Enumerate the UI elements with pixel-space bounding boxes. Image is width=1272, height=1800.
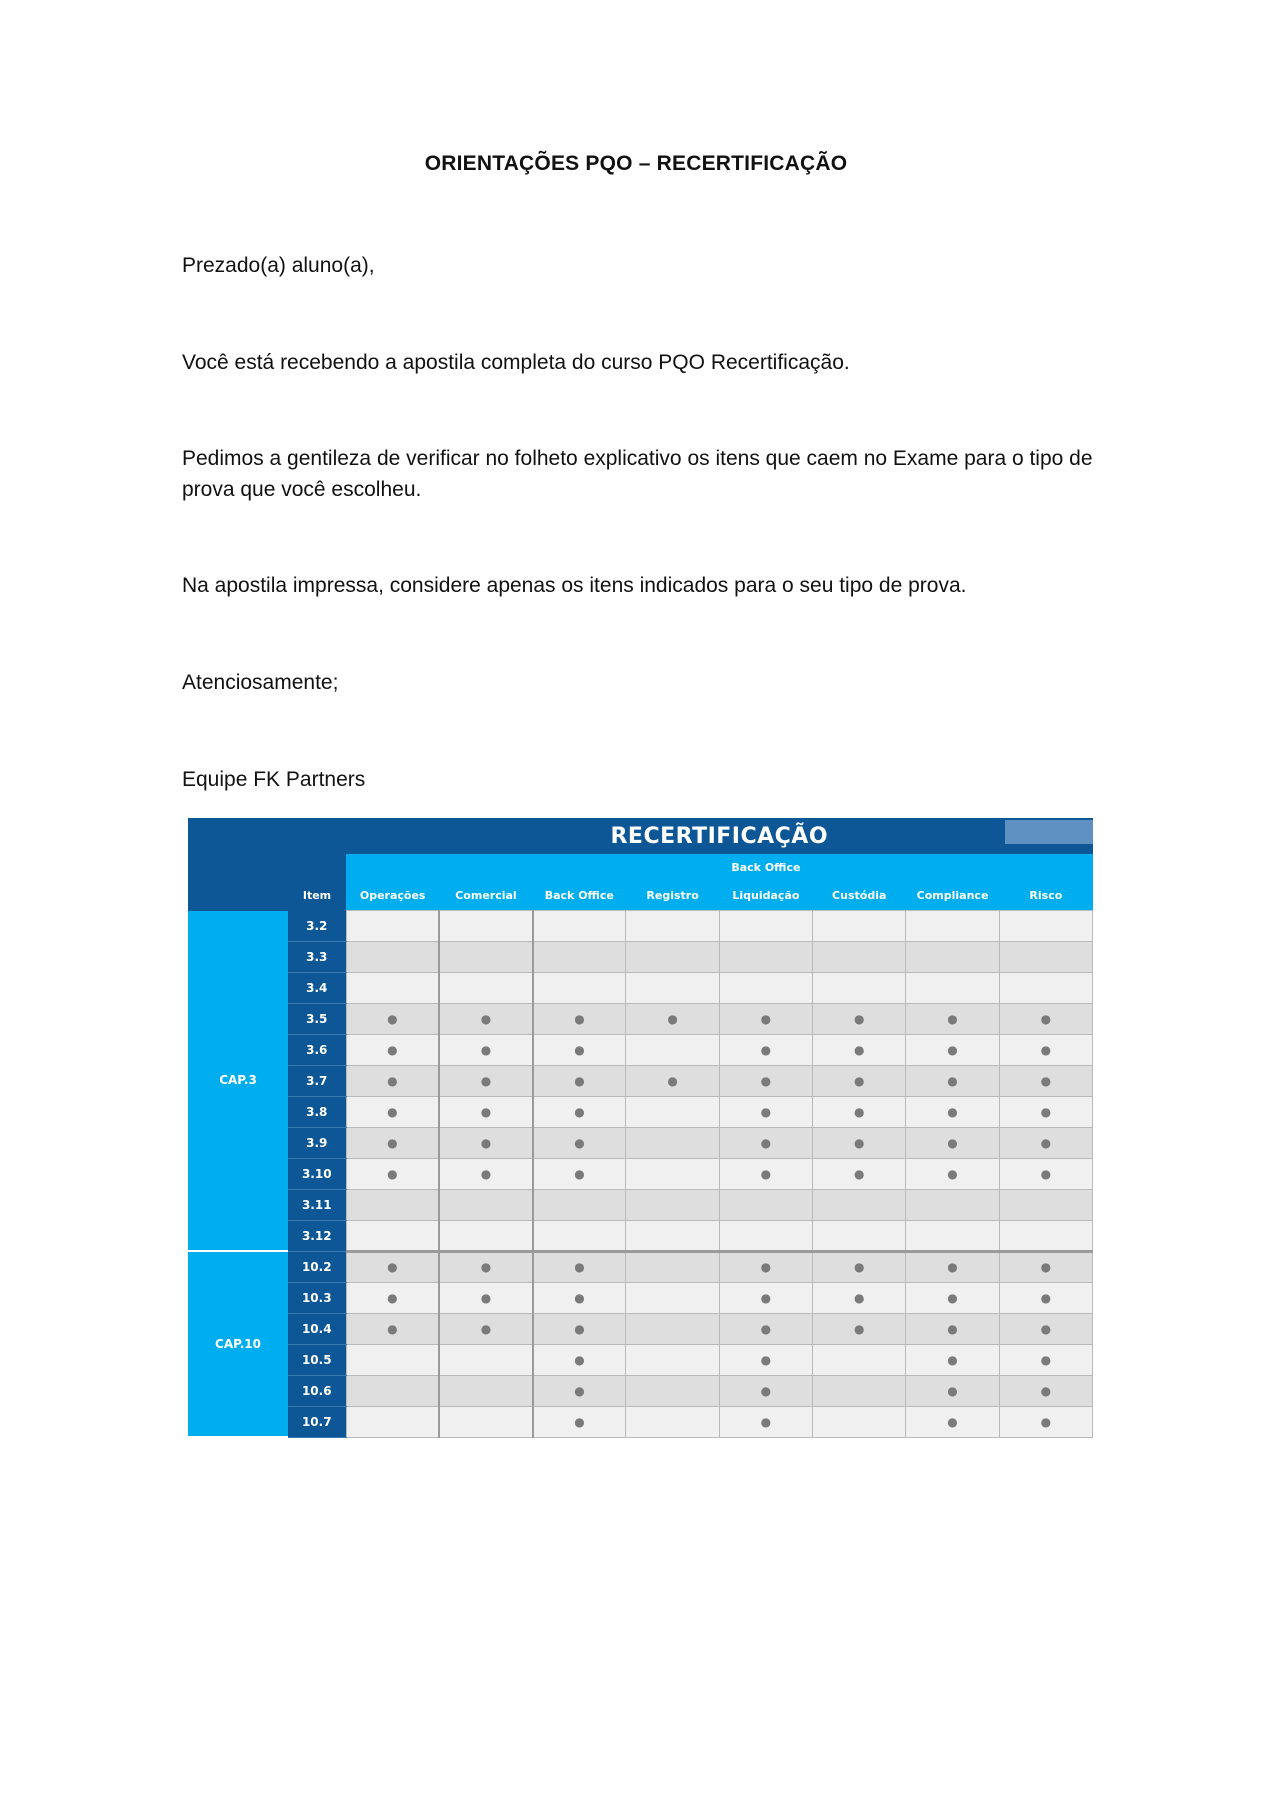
empty-cell [813, 972, 906, 1003]
empty-cell [813, 941, 906, 972]
empty-cell [626, 1127, 719, 1158]
mark-cell: ● [346, 1313, 439, 1344]
group-spacer-left [346, 854, 626, 880]
empty-cell [346, 911, 439, 942]
group-header-back-office: Back Office [626, 854, 906, 880]
empty-cell [346, 1220, 439, 1251]
mark-cell: ● [626, 1003, 719, 1034]
empty-cell [906, 941, 999, 972]
table-row [188, 1375, 1093, 1406]
mark-cell: ● [906, 1406, 999, 1437]
mark-cell: ● [813, 1127, 906, 1158]
item-number: 3.2 [288, 911, 346, 942]
mark-cell: ● [533, 1251, 626, 1282]
mark-cell: ● [439, 1065, 532, 1096]
mark-cell: ● [533, 1127, 626, 1158]
table-row [188, 941, 1093, 972]
mark-cell: ● [533, 1096, 626, 1127]
mark-cell: ● [533, 1065, 626, 1096]
mark-cell: ● [626, 1065, 719, 1096]
mark-cell: ● [999, 1003, 1092, 1034]
empty-cell [626, 1220, 719, 1251]
table-row [188, 1158, 1093, 1189]
mark-cell: ● [533, 1282, 626, 1313]
empty-cell [439, 1220, 532, 1251]
empty-cell [999, 1220, 1092, 1251]
empty-cell [626, 1313, 719, 1344]
empty-cell [346, 1189, 439, 1220]
mark-cell: ● [439, 1158, 532, 1189]
table-row [188, 1127, 1093, 1158]
empty-cell [999, 972, 1092, 1003]
mark-cell: ● [999, 1375, 1092, 1406]
mark-cell: ● [719, 1003, 812, 1034]
column-header: Liquidação [719, 880, 812, 911]
mark-cell: ● [439, 1127, 532, 1158]
greeting: Prezado(a) aluno(a), [182, 254, 375, 277]
mark-cell: ● [906, 1313, 999, 1344]
mark-cell: ● [999, 1158, 1092, 1189]
mark-cell: ● [346, 1251, 439, 1282]
mark-cell: ● [906, 1127, 999, 1158]
mark-cell: ● [719, 1313, 812, 1344]
mark-cell: ● [346, 1282, 439, 1313]
item-number: 3.3 [288, 941, 346, 972]
mark-cell: ● [999, 1034, 1092, 1065]
column-header: Back Office [533, 880, 626, 911]
empty-cell [719, 941, 812, 972]
empty-cell [439, 1375, 532, 1406]
empty-cell [626, 941, 719, 972]
page-title: ORIENTAÇÕES PQO – RECERTIFICAÇÃO [424, 152, 848, 175]
empty-cell [626, 1406, 719, 1437]
paragraph-printed: Na apostila impressa, considere apenas os itens indicados para o seu tipo de prova. [182, 574, 967, 597]
mark-cell: ● [533, 1003, 626, 1034]
mark-cell: ● [906, 1158, 999, 1189]
mark-cell: ● [999, 1406, 1092, 1437]
mark-cell: ● [813, 1096, 906, 1127]
column-header: Risco [999, 880, 1092, 911]
item-number: 3.5 [288, 1003, 346, 1034]
empty-cell [719, 972, 812, 1003]
mark-cell: ● [906, 1003, 999, 1034]
column-header: Operações [346, 880, 439, 911]
mark-cell: ● [719, 1406, 812, 1437]
empty-cell [626, 1344, 719, 1375]
mark-cell: ● [346, 1127, 439, 1158]
mark-cell: ● [719, 1096, 812, 1127]
paragraph-verify: Pedimos a gentileza de verificar no folheto explicativo os itens que caem no Exame para o tipo de prova que você escolheu. [182, 447, 1093, 501]
closing: Atenciosamente; [182, 671, 339, 694]
mark-cell: ● [906, 1251, 999, 1282]
table-row [188, 1220, 1093, 1251]
column-header-row [188, 880, 1093, 911]
empty-cell [439, 972, 532, 1003]
recertification-table [188, 818, 1093, 1438]
mark-cell: ● [999, 1251, 1092, 1282]
mark-cell: ● [533, 1344, 626, 1375]
item-number: 10.3 [288, 1282, 346, 1313]
column-header: Registro [626, 880, 719, 911]
empty-cell [906, 1220, 999, 1251]
table-row [188, 1096, 1093, 1127]
mark-cell: ● [346, 1003, 439, 1034]
table-row [188, 1282, 1093, 1313]
title-tab-decoration [1005, 820, 1093, 844]
empty-cell [813, 911, 906, 942]
empty-cell [626, 911, 719, 942]
mark-cell: ● [439, 1096, 532, 1127]
table-row [188, 1406, 1093, 1437]
table-row [188, 1344, 1093, 1375]
mark-cell: ● [439, 1282, 532, 1313]
empty-cell [813, 1375, 906, 1406]
empty-cell [533, 972, 626, 1003]
mark-cell: ● [719, 1034, 812, 1065]
empty-cell [626, 972, 719, 1003]
empty-cell [533, 941, 626, 972]
empty-cell [999, 1189, 1092, 1220]
empty-cell [813, 1189, 906, 1220]
mark-cell: ● [533, 1313, 626, 1344]
mark-cell: ● [999, 1096, 1092, 1127]
mark-cell: ● [533, 1158, 626, 1189]
empty-cell [439, 1344, 532, 1375]
mark-cell: ● [719, 1282, 812, 1313]
empty-cell [439, 1406, 532, 1437]
table-row [188, 911, 1093, 942]
mark-cell: ● [533, 1406, 626, 1437]
empty-cell [346, 1406, 439, 1437]
empty-cell [626, 1158, 719, 1189]
group-spacer-right [906, 854, 1093, 880]
item-number: 10.6 [288, 1375, 346, 1406]
mark-cell: ● [999, 1127, 1092, 1158]
item-number: 3.12 [288, 1220, 346, 1251]
empty-cell [906, 972, 999, 1003]
empty-cell [346, 941, 439, 972]
mark-cell: ● [813, 1313, 906, 1344]
mark-cell: ● [346, 1034, 439, 1065]
mark-cell: ● [999, 1313, 1092, 1344]
mark-cell: ● [999, 1065, 1092, 1096]
column-header: Comercial [439, 880, 532, 911]
table-title-text: RECERTIFICAÇÃO [610, 823, 829, 849]
empty-cell [439, 911, 532, 942]
chapter-header-blank [188, 880, 288, 911]
mark-cell: ● [719, 1251, 812, 1282]
empty-cell [533, 1220, 626, 1251]
mark-cell: ● [906, 1065, 999, 1096]
mark-cell: ● [439, 1034, 532, 1065]
table-corner [188, 818, 346, 880]
mark-cell: ● [719, 1065, 812, 1096]
mark-cell: ● [906, 1344, 999, 1375]
empty-cell [813, 1406, 906, 1437]
table-body [188, 911, 1093, 1438]
empty-cell [626, 1375, 719, 1406]
empty-cell [813, 1344, 906, 1375]
item-number: 3.4 [288, 972, 346, 1003]
item-number: 3.10 [288, 1158, 346, 1189]
empty-cell [626, 1189, 719, 1220]
empty-cell [626, 1034, 719, 1065]
item-number: 3.6 [288, 1034, 346, 1065]
mark-cell: ● [813, 1034, 906, 1065]
mark-cell: ● [813, 1065, 906, 1096]
empty-cell [813, 1220, 906, 1251]
mark-cell: ● [906, 1375, 999, 1406]
empty-cell [999, 911, 1092, 942]
mark-cell: ● [906, 1282, 999, 1313]
item-number: 3.7 [288, 1065, 346, 1096]
mark-cell: ● [439, 1313, 532, 1344]
item-number: 10.4 [288, 1313, 346, 1344]
empty-cell [439, 1189, 532, 1220]
empty-cell [719, 1189, 812, 1220]
table-row [188, 1003, 1093, 1034]
item-number: 3.11 [288, 1189, 346, 1220]
table-row [188, 1189, 1093, 1220]
mark-cell: ● [533, 1375, 626, 1406]
column-header: Compliance [906, 880, 999, 911]
item-number: 3.8 [288, 1096, 346, 1127]
empty-cell [719, 1220, 812, 1251]
mark-cell: ● [906, 1034, 999, 1065]
mark-cell: ● [439, 1251, 532, 1282]
empty-cell [439, 941, 532, 972]
mark-cell: ● [346, 1096, 439, 1127]
item-number: 3.9 [288, 1127, 346, 1158]
table-row [188, 1065, 1093, 1096]
mark-cell: ● [813, 1003, 906, 1034]
empty-cell [626, 1251, 719, 1282]
paragraph-course: Você está recebendo a apostila completa do curso PQO Recertificação. [182, 351, 850, 374]
table-row [188, 972, 1093, 1003]
empty-cell [999, 941, 1092, 972]
mark-cell: ● [906, 1096, 999, 1127]
mark-cell: ● [813, 1282, 906, 1313]
empty-cell [626, 1096, 719, 1127]
column-header: Custódia [813, 880, 906, 911]
empty-cell [346, 1375, 439, 1406]
table-row [188, 1313, 1093, 1344]
empty-cell [906, 911, 999, 942]
chapter-label: CAP.10 [188, 1251, 288, 1437]
mark-cell: ● [346, 1158, 439, 1189]
mark-cell: ● [439, 1003, 532, 1034]
empty-cell [533, 1189, 626, 1220]
item-number: 10.5 [288, 1344, 346, 1375]
mark-cell: ● [533, 1034, 626, 1065]
table-row [188, 1251, 1093, 1282]
signature: Equipe FK Partners [182, 768, 366, 791]
empty-cell [533, 911, 626, 942]
empty-cell [346, 972, 439, 1003]
mark-cell: ● [719, 1375, 812, 1406]
mark-cell: ● [999, 1282, 1092, 1313]
item-column-header: Item [288, 880, 346, 911]
table-row [188, 1034, 1093, 1065]
empty-cell [906, 1189, 999, 1220]
mark-cell: ● [719, 1127, 812, 1158]
mark-cell: ● [813, 1251, 906, 1282]
mark-cell: ● [813, 1158, 906, 1189]
item-number: 10.2 [288, 1251, 346, 1282]
table-title [346, 818, 1093, 854]
mark-cell: ● [999, 1344, 1092, 1375]
mark-cell: ● [346, 1065, 439, 1096]
mark-cell: ● [719, 1158, 812, 1189]
mark-cell: ● [719, 1344, 812, 1375]
empty-cell [346, 1344, 439, 1375]
chapter-label: CAP.3 [188, 911, 288, 1252]
empty-cell [626, 1282, 719, 1313]
empty-cell [719, 911, 812, 942]
item-number: 10.7 [288, 1406, 346, 1437]
